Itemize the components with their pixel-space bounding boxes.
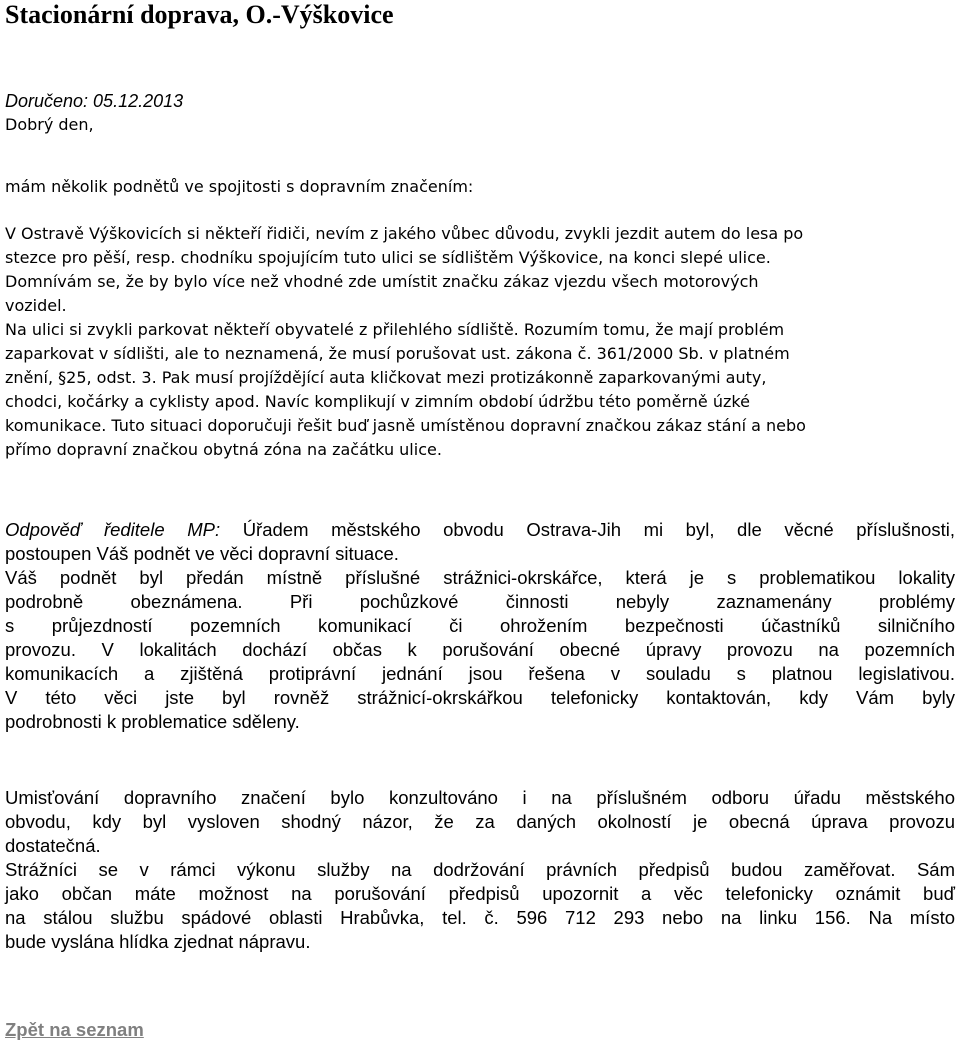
received-date: Doručeno: 05.12.2013 xyxy=(5,91,184,111)
letter-body xyxy=(5,222,945,462)
letter-line: zaparkovat v sídlišti, ale to neznamená, že musí porušovat ust. zákona č. 361/2000 Sb. v platném xyxy=(5,344,790,363)
answer-line: dostatečná. xyxy=(5,835,101,856)
director-answer-continued xyxy=(5,786,955,954)
answer-line: Strážníci se v rámci výkonu služby na dodržování právních předpisů budou zaměřovat. Sám xyxy=(5,859,955,880)
letter-line: chodci, kočárky a cyklisty apod. Navíc komplikují v zimním období údržbu této poměrně úzké xyxy=(5,392,750,411)
answer-label: Odpověď ředitele MP: xyxy=(5,519,221,540)
back-to-list-link[interactable]: Zpět na seznam xyxy=(5,1019,144,1040)
answer-line: jako občan máte možnost na porušování předpisů upozornit a věc telefonicky oznámit buď xyxy=(5,883,955,904)
letter-line: vozidel. xyxy=(5,296,67,315)
answer-line: na stálou službu spádové oblasti Hrabůvka, tel. č. 596 712 293 nebo na linku 156. Na místo xyxy=(5,907,955,928)
letter-line: stezce pro pěší, resp. chodníku spojujícím tuto ulici se sídlištěm Výškovice, na konci slepé ulice. xyxy=(5,248,771,267)
letter-greeting-text: Dobrý den, xyxy=(5,115,94,134)
answer-line: s průjezdností pozemních komunikací či ohrožením bezpečnosti účastníků silničního xyxy=(5,615,955,636)
letter-line: Domnívám se, že by bylo více než vhodné zde umístit značku zákaz vjezdu všech motorových xyxy=(5,272,759,291)
letter-line: znění, §25, odst. 3. Pak musí projíždějící auta kličkovat mezi protizákonně zaparkovanými auty, xyxy=(5,368,767,387)
letter-greeting xyxy=(5,113,945,137)
letter-line: přímo dopravní značkou obytná zóna na začátku ulice. xyxy=(5,440,442,459)
director-answer xyxy=(5,518,955,734)
answer-first-line xyxy=(5,518,955,542)
letter-intro xyxy=(5,175,945,199)
answer-line: Umisťování dopravního značení bylo konzultováno i na příslušném odboru úřadu městského xyxy=(5,787,955,808)
answer-line: V této věci jste byl rovněž strážnicí-okrskářkou telefonicky kontaktován, kdy Vám byly xyxy=(5,687,955,708)
answer-line: obvodu, kdy byl vysloven shodný názor, že za daných okolností je obecná úprava provozu xyxy=(5,811,955,832)
answer-line: podrobně obeznámena. Při pochůzkové činnosti nebyly zaznamenány problémy xyxy=(5,591,955,612)
answer-line: podrobnosti k problematice sděleny. xyxy=(5,711,300,732)
answer-first-line-text: Úřadem městského obvodu Ostrava-Jih mi byl, dle věcné příslušnosti, xyxy=(220,519,955,540)
answer-line: komunikacích a zjištěná protiprávní jednání jsou řešena v souladu s platnou legislativou. xyxy=(5,663,955,684)
answer-line: provozu. V lokalitách dochází občas k porušování obecné úpravy provozu na pozemních xyxy=(5,639,955,660)
page-title: Stacionární doprava, O.-Výškovice xyxy=(5,0,394,29)
answer-line: Váš podnět byl předán místně příslušné strážnici-okrskářce, která je s problematikou lokality xyxy=(5,567,955,588)
answer-line: postoupen Váš podnět ve věci dopravní situace. xyxy=(5,543,399,564)
letter-line: Na ulici si zvykli parkovat někteří obyvatelé z přilehlého sídliště. Rozumím tomu, že mají problém xyxy=(5,320,785,339)
letter-line: komunikace. Tuto situaci doporučuji řešit buď jasně umístěnou dopravní značkou zákaz stání a nebo xyxy=(5,416,806,435)
letter-intro-text: mám několik podnětů ve spojitosti s dopravním značením: xyxy=(5,177,474,196)
answer-line: bude vyslána hlídka zjednat nápravu. xyxy=(5,931,311,952)
letter-line: V Ostravě Výškovicích si někteří řidiči, nevím z jakého vůbec důvodu, zvykli jezdit autem do lesa po xyxy=(5,224,804,243)
